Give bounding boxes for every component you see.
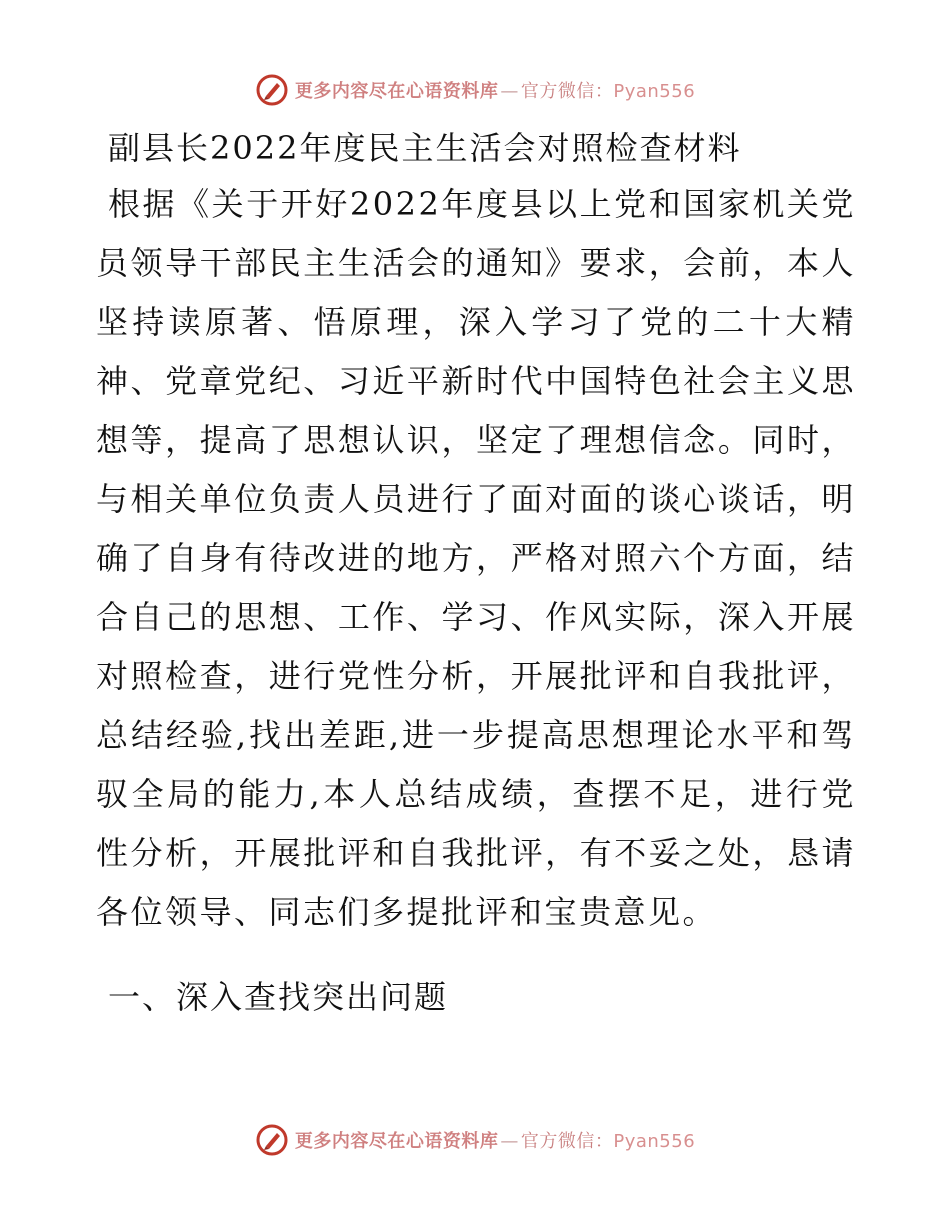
watermark-sub-text: 官方微信： (520, 81, 614, 102)
document-title: 副县长2022年度民主生活会对照检查材料 (108, 129, 742, 167)
watermark-sub-text: 官方微信： (520, 1131, 614, 1152)
watermark-wechat-id: Pyan556 (613, 81, 696, 102)
intro-paragraph: 根据《关于开好2022年度县以上党和国家机关党员领导干部民主生活会的通知》要求，会前，本人坚持读原著、悟原理，深入学习了党的二十大精神、党章党纪、习近平新时代中国特色社会主义思想等，提高了思想认识，坚定了理想信念。同时，与相关单位负责人员进行了面对面的谈心谈话，明确了自身有待改进的地方，严格对照六个方面，结合自己的思想、工作、学习、作风实际，深入开展对照检查，进行党性分析，开展批评和自我批评，总结经验,找出差距,进一步提高思想理论水平和驾驭全局的能力,本人总结成绩，查摆不足，进行党性分析，开展批评和自我批评，有不妥之处，恳请各位领导、同志们多提批评和宝贵意见。 (96, 185, 856, 931)
watermark-main-text: 更多内容尽在心语资料库 (294, 81, 499, 102)
watermark-wechat-id: Pyan556 (613, 1131, 696, 1152)
watermark-dash: — (500, 81, 519, 102)
watermark-footer (0, 1120, 950, 1160)
pen-logo-icon (255, 73, 289, 107)
watermark-dash: — (500, 1131, 519, 1152)
watermark-main-text: 更多内容尽在心语资料库 (294, 1131, 499, 1152)
pen-logo-icon (255, 1123, 289, 1157)
watermark-header (0, 70, 950, 110)
watermark-text (295, 77, 695, 103)
section-heading: 一、深入查找突出问题 (108, 978, 449, 1016)
watermark-text (295, 1127, 695, 1153)
